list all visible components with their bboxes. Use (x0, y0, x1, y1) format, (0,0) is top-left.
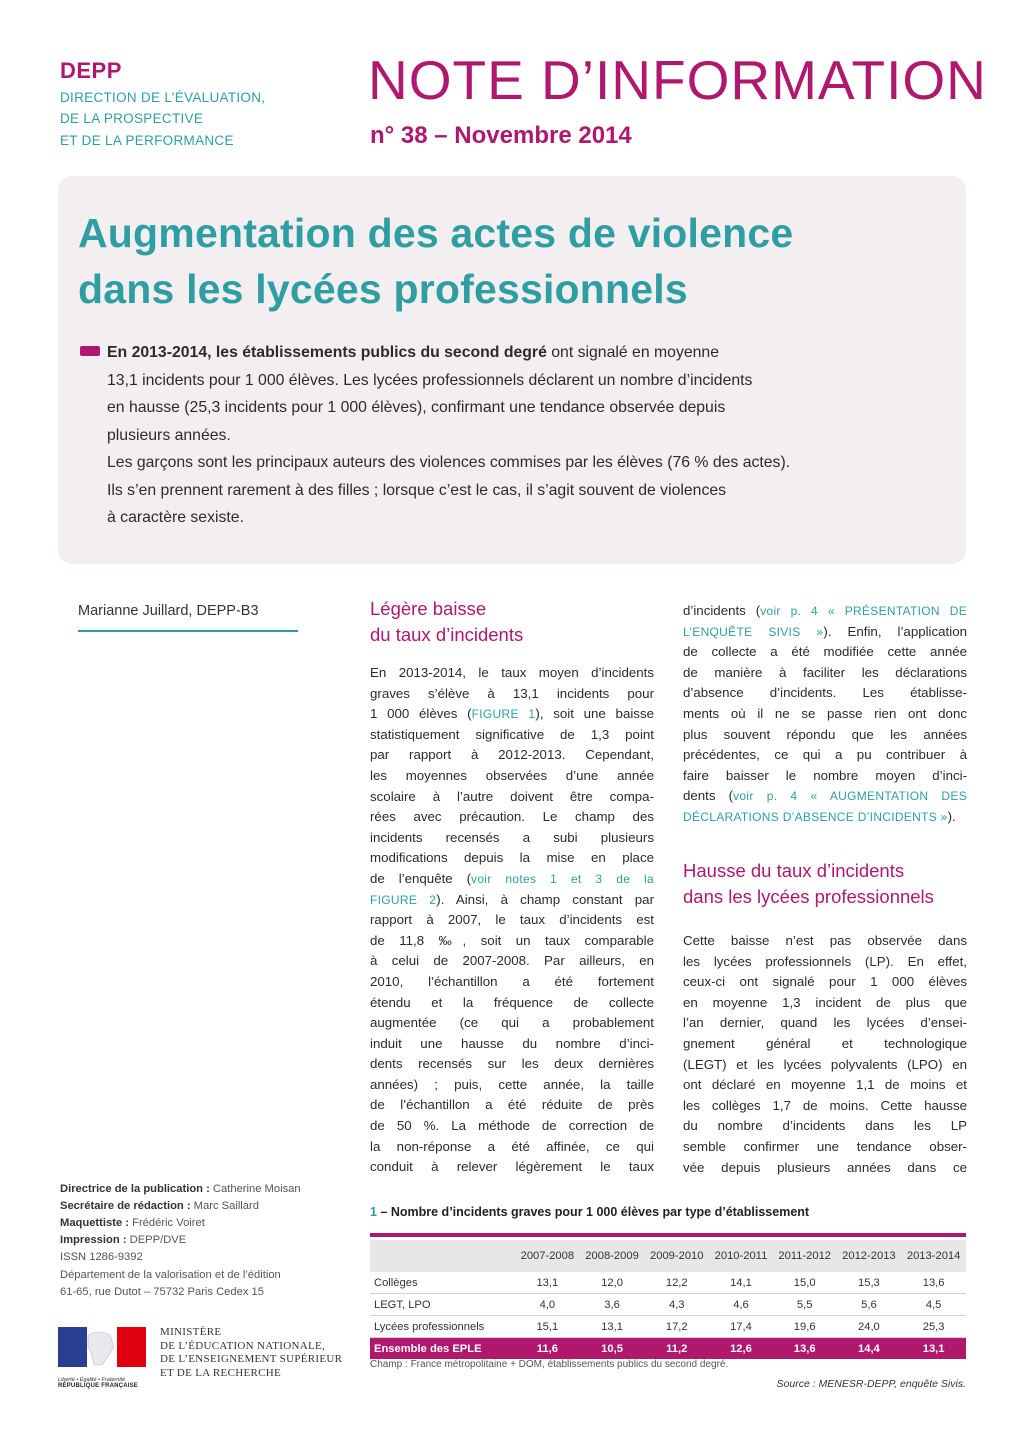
col1-line: à celui de 2007-2008. Par ailleurs, en (370, 953, 654, 969)
col1-heading (370, 596, 523, 648)
col1-line-start: 1 000 élèves ( (370, 706, 472, 722)
col1-line: induit une hausse du nombre d’inci- (370, 1035, 654, 1051)
summary-line-2: 13,1 incidents pour 1 000 élèves. Les lycées professionnels déclarent un nombre d’incidents (107, 372, 753, 389)
col2-line: les lycées professionnels (LP). En effet, (683, 953, 967, 969)
col1-line: de 50 %. La méthode de correction de (370, 1118, 654, 1134)
ministry-name (160, 1326, 342, 1380)
table-cell: 4,6 (709, 1294, 773, 1316)
col1-line-end: ), soit une baisse (535, 706, 654, 722)
credit-value: Catherine Moisan (209, 1183, 301, 1195)
summary-line-5: Les garçons sont les principaux auteurs des violences commises par les élèves (76 % des actes). (107, 454, 791, 471)
table-header-cell (370, 1240, 515, 1272)
table-cell: 11,2 (644, 1338, 709, 1360)
col1-body (370, 663, 654, 1178)
table-header-cell: 2008-2009 (580, 1240, 645, 1272)
ministry-line: DE L’ENSEIGNEMENT SUPÉRIEUR (160, 1353, 343, 1365)
ministry-line: MINISTÈRE (160, 1326, 222, 1338)
table-cell: 13,6 (901, 1272, 966, 1294)
figure-1-ref-link[interactable]: FIGURE 1 (471, 707, 536, 722)
col1-line: conduit à relever légèrement le taux (370, 1159, 654, 1175)
row-label: Collèges (370, 1272, 515, 1294)
row-label: Lycées professionnels (370, 1316, 515, 1338)
credit-address: 61-65, rue Dutot – 75732 Paris Cedex 15 (60, 1286, 264, 1298)
col2-heading-line-2: dans les lycées professionnels (683, 886, 934, 907)
table-cell: 4,5 (901, 1294, 966, 1316)
col1-line (370, 890, 654, 911)
col2-line-end: ). (947, 808, 956, 824)
col1-line: graves s’élève à 13,1 incidents pour (370, 685, 654, 701)
col2-line (683, 622, 967, 643)
ministry-line: DE L’ÉDUCATION NATIONALE, (160, 1339, 326, 1352)
table-cell: 15,3 (837, 1272, 902, 1294)
summary-line-7: à caractère sexiste. (107, 509, 244, 526)
table-cell: 5,5 (773, 1294, 837, 1316)
col1-heading-line-2: du taux d’incidents (370, 624, 524, 645)
table-header-cell: 2007-2008 (515, 1240, 580, 1272)
col2-line: gnement général et technologique (683, 1035, 967, 1051)
credit-editor (60, 1198, 259, 1215)
table-cell: 17,4 (709, 1316, 773, 1338)
credit-layout (60, 1215, 205, 1232)
table-header-cell: 2010-2011 (709, 1240, 773, 1272)
table-cell: 4,0 (515, 1294, 580, 1316)
col1-line: rées avec précaution. Le champ des (370, 809, 654, 825)
col2-heading (683, 858, 934, 910)
summary-line-1 (107, 343, 719, 363)
republique-francaise-logo (58, 1327, 146, 1387)
col2-body-top (683, 601, 967, 828)
figure-note: Champ : France métropolitaine + DOM, établissements publics du second degré. (370, 1359, 729, 1370)
col1-line: 2010, l’échantillon a été fortement (370, 973, 654, 989)
figure-source: Source : MENESR-DEPP, enquête Sivis. (776, 1378, 966, 1390)
table-row (370, 1294, 966, 1316)
table-cell: 19,6 (773, 1316, 837, 1338)
col1-line: rapport à 2007, le taux d’incidents est (370, 912, 654, 928)
headline-line-2: dans les lycées professionnels (78, 266, 688, 312)
col2-line-end: ). Enfin, l’application (823, 623, 967, 639)
table-cell: 25,3 (901, 1316, 966, 1338)
col2-line: (LEGT) et les lycées polyvalents (LPO) en (683, 1056, 967, 1072)
col2-line: de manière à faciliter les déclarations (683, 664, 967, 680)
credit-value: DEPP/DVE (126, 1234, 187, 1246)
marianne-flag-icon (58, 1327, 146, 1371)
table-cell: 13,1 (580, 1316, 645, 1338)
col2-line: semble confirmer une tendance obser- (683, 1138, 967, 1154)
col2-line: de collecte a été modifiée cette année (683, 644, 967, 660)
table-cell: 11,6 (515, 1338, 580, 1360)
figure-title-text: – Nombre d’incidents graves pour 1 000 élèves par type d’établissement (376, 1205, 810, 1219)
col2-line: du nombre d’incidents dans les LP (683, 1118, 967, 1134)
headline-line-1: Augmentation des actes de violence (78, 210, 794, 256)
col1-line: de 11,8 ‰, soit un taux comparable (370, 932, 654, 948)
col1-line: scolaire à l’autre doivent être compa- (370, 788, 654, 804)
col2-line: plus souvent répondu que les années (683, 726, 967, 742)
table-cell: 15,1 (515, 1316, 580, 1338)
col2-line: faire baisser le nombre moyen d’inci- (683, 767, 967, 783)
table-cell: 14,1 (709, 1272, 773, 1294)
table-row (370, 1272, 966, 1294)
credit-value: Marc Saillard (190, 1200, 259, 1212)
col2-line: d’absence d’incidents. Les établisse- (683, 685, 967, 701)
col1-line: En 2013-2014, le taux moyen d’incidents (370, 665, 654, 680)
publication-title: NOTE D’INFORMATION (368, 49, 987, 111)
table-cell: 12,2 (644, 1272, 709, 1294)
col2-line: ceux-ci ont signalé pour 1 000 élèves (683, 974, 967, 990)
col2-body-bottom (683, 931, 967, 1178)
col1-line-end: ). Ainsi, à champ constant par (436, 891, 654, 907)
credit-issn: ISSN 1286-9392 (60, 1251, 143, 1263)
summary-line-3: en hausse (25,3 incidents pour 1 000 élèves), confirmant une tendance observée depuis (107, 399, 726, 416)
credit-department: Département de la valorisation et de l’édition (60, 1269, 281, 1281)
issue-number: n° 38 – Novembre 2014 (370, 122, 632, 149)
table-header-row (370, 1240, 966, 1272)
col2-line (683, 786, 967, 807)
col1-line: de l’échantillon a été réduite de près (370, 1097, 654, 1113)
table-row (370, 1316, 966, 1338)
col2-line: ont déclaré en moyenne 1,1 de moins et (683, 1077, 967, 1093)
table-cell: 14,4 (837, 1338, 902, 1360)
summary-line-1-rest: ont signalé en moyenne (546, 344, 720, 361)
table-total-row (370, 1338, 966, 1360)
ministry-line: ET DE LA RECHERCHE (160, 1366, 282, 1379)
table-cell: 24,0 (837, 1316, 902, 1338)
incidents-table (370, 1240, 966, 1359)
table-cell: 17,2 (644, 1316, 709, 1338)
summary-bold-lead: En 2013-2014, les établissements publics du second degré (107, 344, 547, 361)
table-header-cell: 2009-2010 (644, 1240, 709, 1272)
credit-label: Secrétaire de rédaction : (60, 1200, 191, 1212)
col2-line: vée depuis plusieurs années dans ce (683, 1159, 967, 1175)
author-rule (78, 630, 298, 632)
figure-2-ref-link[interactable]: FIGURE 2 (370, 892, 437, 907)
col1-line-start: de l’enquête ( (370, 870, 472, 886)
col2-heading-line-1: Hausse du taux d’incidents (683, 860, 905, 881)
logo-republic: RÉPUBLIQUE FRANÇAISE (58, 1383, 139, 1389)
table-cell: 3,6 (580, 1294, 645, 1316)
credit-value: Frédéric Voiret (129, 1217, 205, 1229)
col2-line: précédentes, ce qui a pu contribuer à (683, 747, 967, 763)
col2-line (683, 807, 967, 828)
col1-line: années) ; puis, cette année, la taille (370, 1076, 654, 1092)
augmentation-ref-link[interactable]: voir p. 4 « AUGMENTATION DES (733, 789, 967, 804)
credit-label: Impression : (60, 1234, 127, 1246)
row-label: LEGT, LPO (370, 1294, 515, 1316)
col2-line-start: d’incidents ( (683, 603, 761, 618)
col2-line-start: dents ( (683, 788, 734, 804)
col2-line (683, 601, 967, 622)
col2-line: Cette baisse n’est pas observée dans (683, 933, 967, 948)
col1-line: par rapport à 2012-2013. Cependant, (370, 747, 654, 763)
table-cell: 13,6 (773, 1338, 837, 1360)
credit-label: Maquettiste : (60, 1217, 129, 1229)
org-subtitle-line-1: DIRECTION DE L’ÉVALUATION, (60, 90, 266, 105)
org-subtitle-line-3: ET DE LA PERFORMANCE (60, 133, 234, 148)
logo-motto: Liberté • Égalité • Fraternité (58, 1377, 126, 1383)
credit-label: Directrice de la publication : (60, 1183, 210, 1195)
col1-line: modifications depuis la mise en place (370, 850, 654, 866)
author: Marianne Juillard, DEPP-B3 (78, 603, 259, 619)
row-label: Ensemble des EPLE (370, 1338, 515, 1360)
credit-print (60, 1232, 186, 1249)
col1-line: incidents recensés a subi plusieurs (370, 829, 654, 845)
col1-line: statistiquement significative de 1,3 point (370, 726, 654, 742)
table-header-cell: 2013-2014 (901, 1240, 966, 1272)
figure-rule (370, 1233, 966, 1237)
enquete-ref-link[interactable]: voir p. 4 « PRÉSENTATION DE (760, 604, 967, 618)
table-cell: 13,1 (901, 1338, 966, 1360)
col1-line: la non-réponse a été affinée, ce qui (370, 1138, 654, 1154)
col2-line: ments où il ne se passe rien ont donc (683, 705, 967, 721)
col1-line: étendu et la fréquence de collecte (370, 994, 654, 1010)
table-header-cell: 2012-2013 (837, 1240, 902, 1272)
table-cell: 15,0 (773, 1272, 837, 1294)
col1-line (370, 869, 654, 890)
col1-line: augmentée (ce qui a probablement (370, 1015, 654, 1031)
augmentation-ref-link-cont[interactable]: DÉCLARATIONS D’ABSENCE D’INCIDENTS » (683, 809, 948, 824)
table-header-cell: 2011-2012 (773, 1240, 837, 1272)
col2-line: les collèges 1,7 de moins. Cette hausse (683, 1097, 967, 1113)
table-cell: 4,3 (644, 1294, 709, 1316)
table-cell: 12,0 (580, 1272, 645, 1294)
col1-line: dents recensés sur les deux dernières (370, 1056, 654, 1072)
enquete-ref-link-cont[interactable]: L’ENQUÊTE SIVIS » (683, 624, 824, 639)
org-name: DEPP (60, 58, 122, 83)
table-cell: 13,1 (515, 1272, 580, 1294)
figure-title (370, 1205, 809, 1219)
summary-bullet (80, 346, 100, 356)
table-cell: 12,6 (709, 1338, 773, 1360)
figure-number: 1 (370, 1205, 377, 1219)
col2-line: en moyenne 1,3 incident de plus que (683, 994, 967, 1010)
notes-ref-link[interactable]: voir notes 1 et 3 de la (471, 871, 654, 886)
summary-line-4: plusieurs années. (107, 427, 231, 444)
org-subtitle-line-2: DE LA PROSPECTIVE (60, 111, 204, 126)
col2-line: l’an dernier, quand les lycées d’ensei- (683, 1015, 967, 1031)
table-cell: 5,6 (837, 1294, 902, 1316)
col1-heading-line-1: Légère baisse (370, 598, 487, 619)
table-cell: 10,5 (580, 1338, 645, 1360)
credit-director (60, 1181, 301, 1198)
col1-line: les moyennes observées d’une année (370, 767, 654, 783)
col1-line (370, 704, 654, 725)
summary-line-6: Ils s’en prennent rarement à des filles ; lorsque c’est le cas, il s’agit souvent de violences (107, 482, 727, 499)
